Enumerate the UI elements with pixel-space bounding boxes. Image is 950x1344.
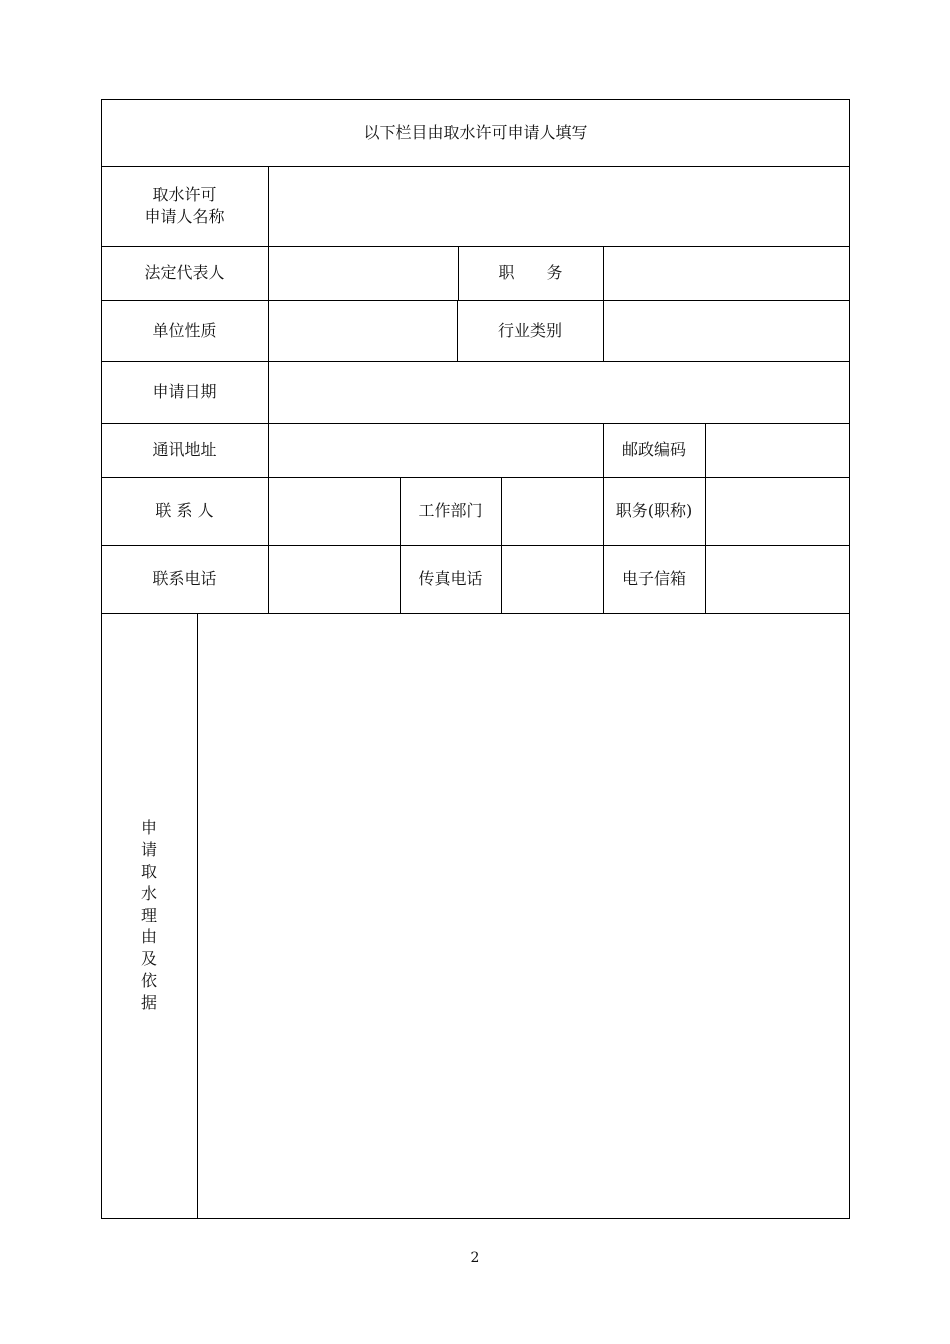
department-label: 工作部门 xyxy=(418,501,483,520)
unit-nature-label: 单位性质 xyxy=(152,320,217,340)
industry-field[interactable] xyxy=(604,301,849,361)
industry-label: 行业类别 xyxy=(497,320,562,340)
reason-label-char: 由 xyxy=(140,927,157,947)
fax-field[interactable] xyxy=(502,546,603,613)
email-label: 电子信箱 xyxy=(621,569,686,588)
address-field[interactable] xyxy=(269,424,603,477)
applicant-name-label-line2: 申请人名称 xyxy=(144,207,225,226)
applicant-name-label xyxy=(101,166,268,246)
reason-label-char: 据 xyxy=(140,992,157,1012)
reason-label-char: 申 xyxy=(140,818,157,838)
legal-rep-label: 法定代表人 xyxy=(144,263,225,282)
phone-label: 联系电话 xyxy=(152,569,217,588)
reason-label-char: 水 xyxy=(140,883,157,903)
reason-label-char: 理 xyxy=(140,905,157,925)
table-border-bottom xyxy=(101,1218,850,1219)
title-field[interactable] xyxy=(706,478,849,545)
unit-nature-field[interactable] xyxy=(269,301,457,361)
email-field[interactable] xyxy=(706,546,849,613)
reason-label-char: 及 xyxy=(140,949,157,969)
form-header: 以下栏目由取水许可申请人填写 xyxy=(363,122,588,142)
applicant-name-label-line1: 取水许可 xyxy=(152,185,217,204)
title-label: 职务(职称) xyxy=(615,501,693,520)
fax-label: 传真电话 xyxy=(418,569,483,588)
postcode-label: 邮政编码 xyxy=(621,440,686,459)
position-field[interactable] xyxy=(604,247,849,300)
reason-label-char: 取 xyxy=(140,862,157,881)
position-label: 职 务 xyxy=(498,263,563,282)
page-number: 2 xyxy=(470,1250,480,1266)
reason-label xyxy=(101,613,197,1218)
address-label: 通讯地址 xyxy=(152,440,217,459)
phone-field[interactable] xyxy=(269,546,400,613)
department-field[interactable] xyxy=(502,478,603,545)
legal-rep-field[interactable] xyxy=(269,247,458,300)
contact-field[interactable] xyxy=(269,478,400,545)
table-border-right xyxy=(849,99,850,1219)
application-form-table xyxy=(101,99,850,1219)
apply-date-label: 申请日期 xyxy=(152,382,217,401)
reason-field[interactable] xyxy=(198,614,849,1218)
applicant-name-field[interactable] xyxy=(269,167,849,246)
reason-label-char: 请 xyxy=(140,840,157,860)
contact-label: 联 系 人 xyxy=(155,501,214,520)
postcode-field[interactable] xyxy=(706,424,849,477)
apply-date-field[interactable] xyxy=(269,362,849,423)
reason-label-char: 依 xyxy=(140,970,157,990)
